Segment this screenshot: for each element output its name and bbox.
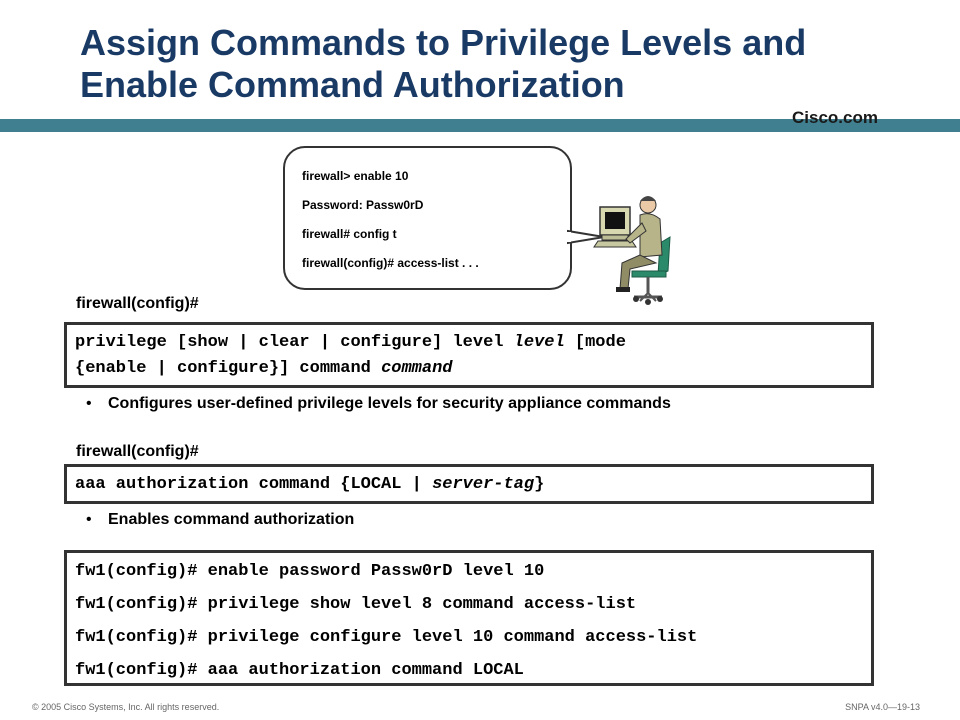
bubble-line: firewall# config t [302,227,397,241]
bullet-text: Configures user-defined privilege levels for security appliance commands [108,395,671,412]
syntax-argument: server-tag [432,475,535,494]
footer-course-id: SNPA v4.0—19-13 [845,702,920,712]
syntax-text: } [534,475,545,494]
syntax-argument: level [513,333,565,352]
config-prompt-label: firewall(config)# [76,295,199,312]
bullet-item [86,395,671,413]
config-prompt-label: firewall(config)# [76,443,199,460]
syntax-text: aaa authorization command {LOCAL | [75,475,433,494]
bullet-dot-icon: • [86,395,92,412]
syntax-text: privilege [show | clear | configure] level [75,333,514,352]
bubble-line: firewall> enable 10 [302,169,409,183]
terminal-bubble [283,146,572,290]
brand-label: Cisco.com [792,108,878,127]
example-line: fw1(config)# aaa authorization command LOCAL [75,661,524,680]
syntax-line [75,359,452,378]
slide-title [80,22,940,106]
bullet-text: Enables command authorization [108,511,355,528]
example-line: fw1(config)# privilege show level 8 command access-list [75,595,637,614]
footer-copyright: © 2005 Cisco Systems, Inc. All rights reserved. [32,702,220,712]
bullet-item [86,511,354,529]
syntax-text: [mode [564,333,626,352]
aaa-syntax-box [64,464,874,504]
slide-title-line2: Enable Command Authorization [80,64,625,105]
syntax-line [75,333,626,352]
privilege-syntax-box [64,322,874,388]
example-config-box [64,550,874,686]
bubble-line: firewall(config)# access-list . . . [302,256,479,270]
example-line: fw1(config)# enable password Passw0rD level 10 [75,562,545,581]
syntax-line [75,475,544,494]
syntax-argument: command [381,359,453,378]
syntax-text: {enable | configure}] command [75,359,382,378]
bubble-line: Password: Passw0rD [302,198,424,212]
bullet-dot-icon: • [86,511,92,528]
user-at-computer-icon [560,185,690,310]
example-line: fw1(config)# privilege configure level 10 command access-list [75,628,698,647]
slide-title-line1: Assign Commands to Privilege Levels and [80,22,807,63]
